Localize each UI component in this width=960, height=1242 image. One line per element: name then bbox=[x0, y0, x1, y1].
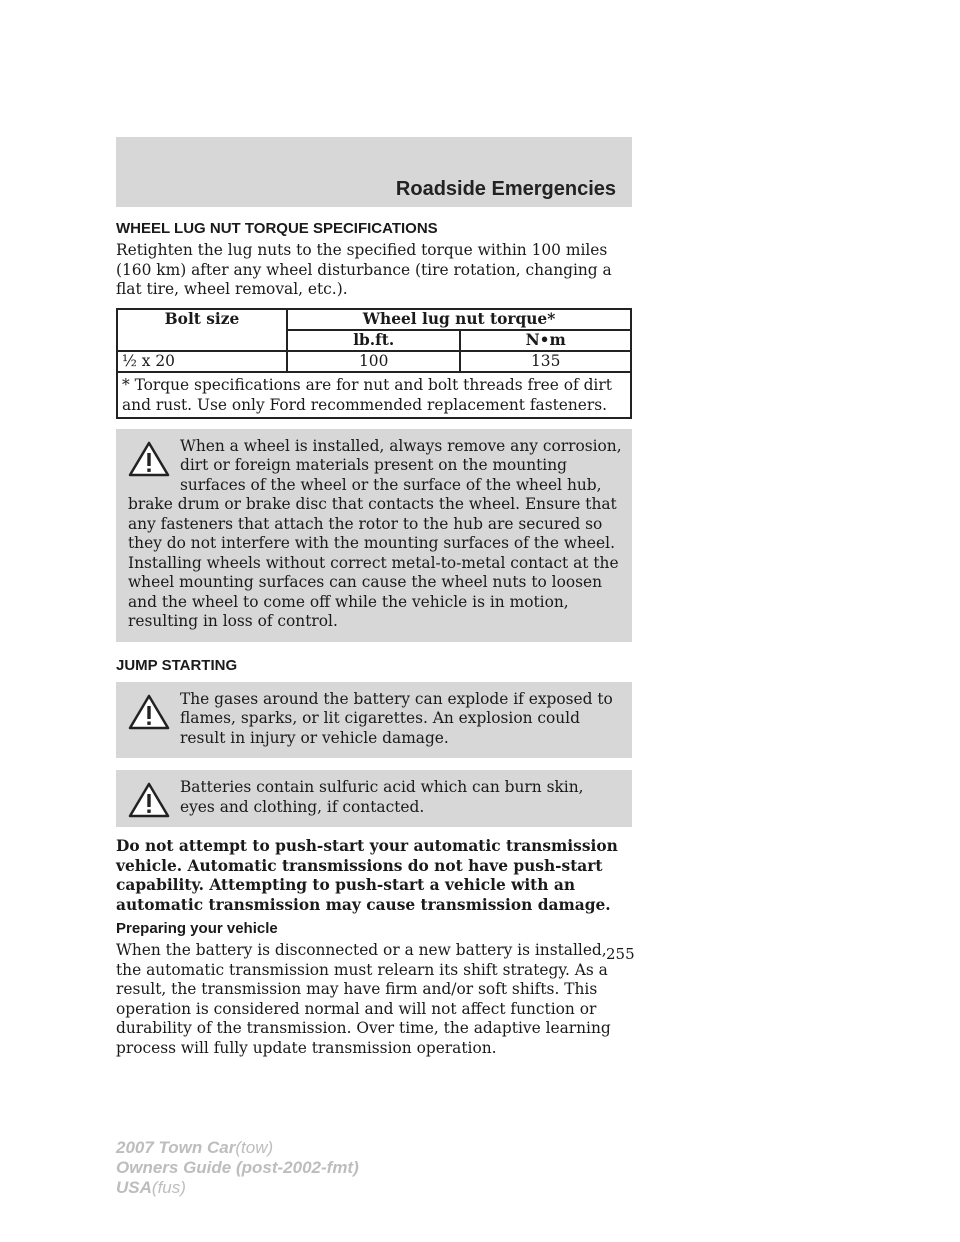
wheel-install-warning bbox=[116, 429, 632, 642]
push-start-note: Do not attempt to push-start your automatic transmission vehicle. Automatic transmissions do not have push-start capability. Attempting to push-start a vehicle with an automatic transmission may cause transmission damage. bbox=[116, 837, 618, 914]
col-wheel-torque: Wheel lug nut torque* bbox=[287, 309, 631, 330]
cell-bolt: ½ x 20 bbox=[117, 351, 287, 372]
footer-market-code: (fus) bbox=[151, 1178, 186, 1197]
battery-explosion-warning bbox=[116, 682, 632, 759]
page-number: 255 bbox=[606, 945, 635, 963]
footer-model-code: (tow) bbox=[235, 1138, 274, 1157]
warning-text: The gases around the battery can explode if exposed to flames, sparks, or lit cigarettes. An explosion could result in injury or vehicle damage. bbox=[180, 689, 613, 747]
col-nm: N•m bbox=[460, 330, 631, 351]
warning-text: When a wheel is installed, always remove any corrosion, dirt or foreign materials present on the mounting surfaces of the wheel or the surface of the wheel hub, brake drum or brake disc that contacts the wheel. Ensure that any fasteners that attach the rotor to the hub are secured so they do not interfere with the mounting surfaces of the wheel. Installing wheels without correct metal-to-metal contact at the wheel mounting surfaces can cause the wheel nuts to loosen and the wheel to come off while the vehicle is in motion, resulting in loss of control. bbox=[128, 436, 622, 630]
page-content bbox=[116, 219, 632, 1058]
preparing-vehicle-body: When the battery is disconnected or a new battery is installed, the automatic transmission must relearn its shift strategy. As a result, the transmission may have firm and/or soft shifts. This operation is considered normal and will not affect function or durability of the transmission. Over time, the adaptive learning process will fully update transmission operation. bbox=[116, 941, 611, 1057]
cell-nm: 135 bbox=[460, 351, 631, 372]
warning-triangle-icon bbox=[128, 441, 170, 477]
battery-acid-warning bbox=[116, 770, 632, 827]
preparing-vehicle-heading: Preparing your vehicle bbox=[116, 920, 278, 937]
warning-triangle-icon bbox=[128, 694, 170, 730]
col-bolt-size: Bolt size bbox=[117, 309, 287, 351]
section-header-bar bbox=[116, 137, 632, 207]
jump-starting-heading: JUMP STARTING bbox=[116, 656, 238, 674]
torque-spec-table bbox=[116, 308, 632, 419]
section-title: Roadside Emergencies bbox=[395, 178, 616, 200]
table-footnote: * Torque specifications are for nut and bolt threads free of dirt and rust. Use only Ford recommended replacement fasteners. bbox=[117, 372, 631, 418]
document-footer bbox=[116, 1138, 359, 1198]
col-lbft: lb.ft. bbox=[287, 330, 460, 351]
cell-lbft: 100 bbox=[287, 351, 460, 372]
footer-model: 2007 Town Car bbox=[116, 1138, 236, 1157]
warning-text: Batteries contain sulfuric acid which can burn skin, eyes and clothing, if contacted. bbox=[180, 778, 584, 816]
table-row bbox=[117, 351, 631, 372]
warning-triangle-icon bbox=[128, 782, 170, 818]
lug-nut-intro: Retighten the lug nuts to the specified torque within 100 miles (160 km) after any wheel disturbance (tire rotation, changing a flat tire, wheel removal, etc.). bbox=[116, 241, 612, 298]
footer-market: USA bbox=[116, 1178, 152, 1197]
footer-guide: Owners Guide (post-2002-fmt) bbox=[116, 1158, 359, 1177]
lug-nut-heading: WHEEL LUG NUT TORQUE SPECIFICATIONS bbox=[116, 220, 438, 237]
